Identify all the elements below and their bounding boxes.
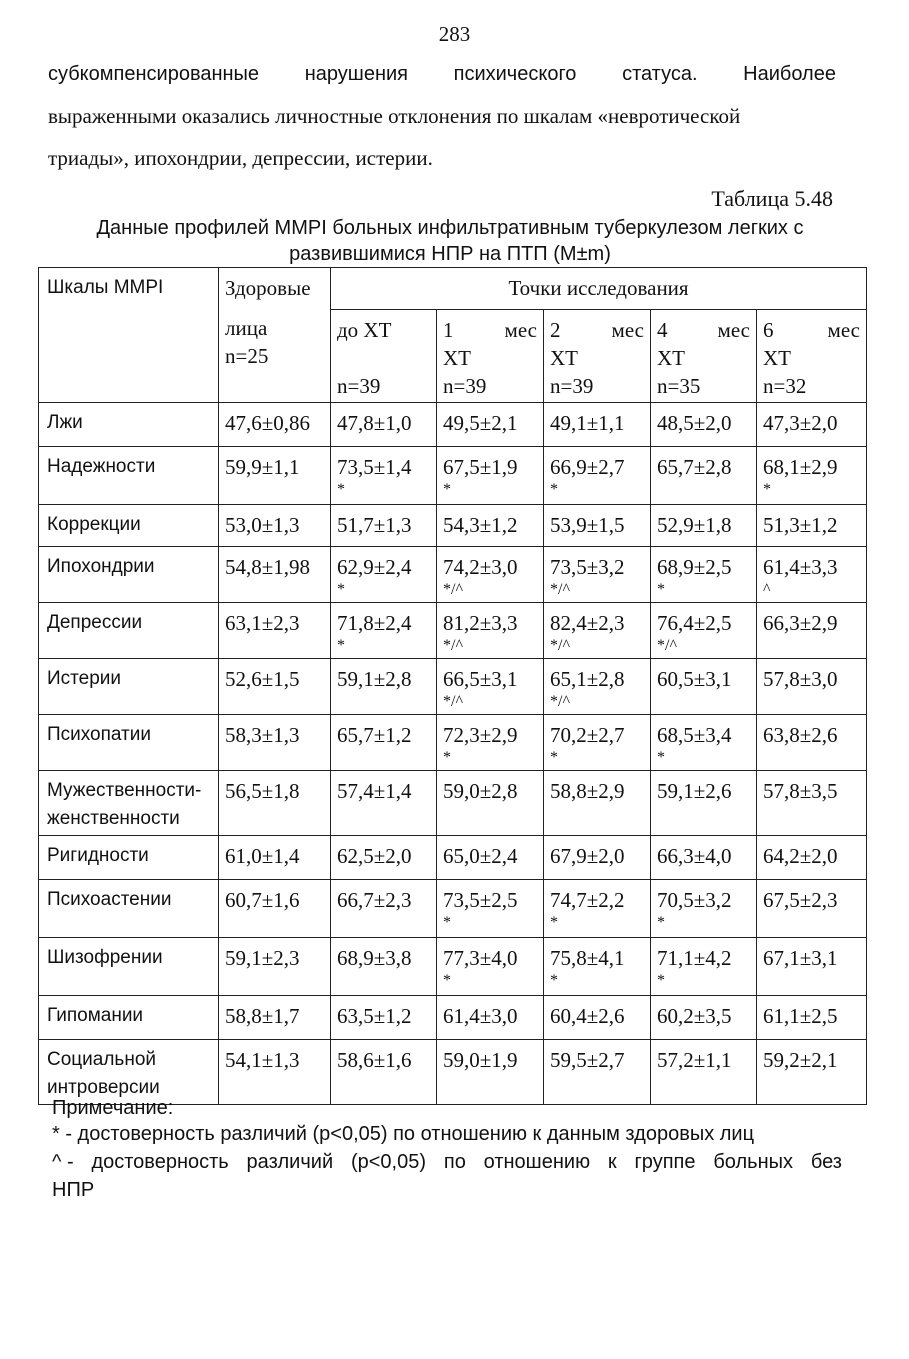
row-value-cell — [544, 505, 651, 547]
row-value-cell — [757, 403, 867, 447]
table-row — [39, 715, 867, 771]
paragraph-word: психического — [453, 63, 577, 85]
row-healthy-value: 63,1±2,3 — [219, 603, 331, 659]
notes-title: Примечание: — [52, 1097, 174, 1119]
row-value-cell — [651, 996, 757, 1040]
row-healthy-value: 58,3±1,3 — [219, 715, 331, 771]
header-points: Точки исследования — [331, 268, 867, 310]
header-point-label: 1 — [443, 318, 454, 342]
header-point-label: 6 — [763, 318, 774, 342]
table-row — [39, 547, 867, 603]
row-value-cell — [437, 505, 544, 547]
note-word: различий — [246, 1151, 334, 1173]
row-scale-label: Ригидности — [47, 845, 149, 866]
note-word: к — [607, 1151, 617, 1173]
row-value: 58,6±1,6 — [337, 1048, 412, 1072]
header-point-unit: мес — [827, 318, 861, 342]
table-row — [39, 603, 867, 659]
row-value: 59,5±2,7 — [550, 1048, 625, 1072]
row-value: 57,2±1,1 — [657, 1048, 732, 1072]
paragraph-line-1 — [48, 60, 836, 88]
note-caret — [52, 1148, 842, 1176]
row-healthy-value: 61,0±1,4 — [219, 836, 331, 880]
row-healthy-value: 56,5±1,8 — [219, 771, 331, 836]
row-healthy-value: 52,6±1,5 — [219, 659, 331, 715]
row-value: 66,3±2,9 — [763, 611, 838, 635]
row-scale — [39, 715, 219, 771]
row-value: 58,8±2,9 — [550, 779, 625, 803]
row-value: 74,7±2,2 — [550, 888, 625, 912]
row-scale — [39, 771, 219, 836]
row-scale-label: Психоастении — [47, 889, 172, 910]
row-value: 57,4±1,4 — [337, 779, 412, 803]
note-word: по — [443, 1151, 466, 1173]
row-value: 75,8±4,1 — [550, 946, 625, 970]
header-point-n: n=39 — [550, 374, 594, 398]
significance-mark: * — [443, 749, 451, 766]
row-value: 47,8±1,0 — [337, 411, 412, 435]
row-value-cell — [331, 938, 437, 996]
row-value-cell — [331, 447, 437, 505]
significance-mark: */^ — [443, 637, 463, 654]
row-value: 76,4±2,5 — [657, 611, 732, 635]
row-value: 61,4±3,3 — [763, 555, 838, 579]
row-value: 48,5±2,0 — [657, 411, 732, 435]
row-value: 59,2±2,1 — [763, 1048, 838, 1072]
note-word: больных — [713, 1151, 793, 1173]
row-value: 67,5±1,9 — [443, 455, 518, 479]
row-value-cell — [544, 715, 651, 771]
row-scale-label: Шизофрении — [47, 947, 163, 968]
row-value-cell — [544, 659, 651, 715]
significance-mark: * — [337, 637, 345, 654]
row-value-cell — [651, 715, 757, 771]
header-point-2 — [544, 310, 651, 403]
paragraph-word: субкомпенсированные — [48, 63, 260, 85]
row-value: 61,4±3,0 — [443, 1004, 518, 1028]
row-value-cell — [757, 996, 867, 1040]
row-value-cell — [437, 403, 544, 447]
row-scale-label: Ипохондрии — [47, 556, 155, 577]
note-star: * - достоверность различий (p<0,05) по отношению к данным здоровых лиц — [52, 1123, 755, 1145]
row-value-cell — [331, 659, 437, 715]
row-value: 62,5±2,0 — [337, 844, 412, 868]
row-value: 63,8±2,6 — [763, 723, 838, 747]
row-value-cell — [544, 938, 651, 996]
row-value: 57,8±3,5 — [763, 779, 838, 803]
paragraph-word: нарушения — [304, 63, 408, 85]
significance-mark: * — [443, 972, 451, 989]
row-value: 51,3±1,2 — [763, 513, 838, 537]
row-value: 73,5±3,2 — [550, 555, 625, 579]
row-value: 81,2±3,3 — [443, 611, 518, 635]
row-value: 53,9±1,5 — [550, 513, 625, 537]
row-value: 63,5±1,2 — [337, 1004, 412, 1028]
row-scale-label-2: женственности — [47, 808, 180, 829]
row-value-cell — [437, 836, 544, 880]
row-scale-label: Лжи — [47, 412, 83, 433]
table-row — [39, 771, 867, 836]
row-value: 82,4±2,3 — [550, 611, 625, 635]
row-value: 59,0±2,8 — [443, 779, 518, 803]
row-value-cell — [437, 715, 544, 771]
header-point-n: n=32 — [763, 374, 807, 398]
significance-mark: */^ — [550, 581, 570, 598]
header-point-therapy: ХТ — [657, 346, 685, 370]
row-value: 52,9±1,8 — [657, 513, 732, 537]
significance-mark: ^ — [763, 581, 771, 598]
table-caption-line-1: Данные профилей MMPI больных инфильтративным туберкулезом легких с — [96, 217, 804, 239]
header-point-label: 4 — [657, 318, 668, 342]
row-value-cell — [651, 447, 757, 505]
table-row — [39, 659, 867, 715]
row-value: 68,9±2,5 — [657, 555, 732, 579]
header-point-4 — [757, 310, 867, 403]
row-value-cell — [651, 403, 757, 447]
row-value: 57,8±3,0 — [763, 667, 838, 691]
row-scale-label: Истерии — [47, 668, 122, 689]
significance-mark: * — [657, 914, 665, 931]
row-scale-label: Гипомании — [47, 1005, 144, 1026]
note-caret-end: НПР — [52, 1179, 95, 1201]
significance-mark: */^ — [657, 637, 677, 654]
row-value-cell — [544, 771, 651, 836]
row-value: 59,0±1,9 — [443, 1048, 518, 1072]
row-value-cell — [757, 547, 867, 603]
row-value: 59,1±2,8 — [337, 667, 412, 691]
paragraph-word: Наиболее — [743, 63, 836, 85]
table-caption-line-2: развившимися НПР на ПТП (M±m) — [289, 243, 611, 265]
row-value-cell — [544, 603, 651, 659]
header-scale: Шкалы MMPI — [39, 268, 219, 403]
row-scale — [39, 447, 219, 505]
row-value: 67,1±3,1 — [763, 946, 838, 970]
row-value-cell — [651, 771, 757, 836]
significance-mark: * — [337, 481, 345, 498]
row-scale-label-2: интроверсии — [47, 1077, 160, 1098]
row-scale — [39, 836, 219, 880]
significance-mark: * — [657, 749, 665, 766]
table-row — [39, 403, 867, 447]
row-value-cell — [757, 880, 867, 938]
row-value-cell — [757, 659, 867, 715]
row-value-cell — [437, 771, 544, 836]
significance-mark: * — [443, 481, 451, 498]
header-point-unit: мес — [611, 318, 644, 342]
row-value-cell — [757, 836, 867, 880]
significance-mark: * — [763, 481, 771, 498]
row-scale — [39, 996, 219, 1040]
paragraph-word: статуса. — [622, 63, 698, 85]
note-word: ^ - — [52, 1151, 74, 1173]
row-value-cell — [331, 836, 437, 880]
row-value-cell — [757, 715, 867, 771]
row-value-cell — [437, 547, 544, 603]
significance-mark: * — [550, 972, 558, 989]
note-word: без — [810, 1151, 842, 1173]
row-value: 73,5±1,4 — [337, 455, 412, 479]
row-value: 51,7±1,3 — [337, 513, 412, 537]
paragraph-line-3: триады», ипохондрии, депрессии, истерии. — [48, 146, 433, 170]
row-value: 68,5±3,4 — [657, 723, 732, 747]
table-row — [39, 836, 867, 880]
row-scale — [39, 505, 219, 547]
row-value: 61,1±2,5 — [763, 1004, 838, 1028]
row-value: 66,9±2,7 — [550, 455, 625, 479]
row-value-cell — [437, 447, 544, 505]
row-value: 77,3±4,0 — [443, 946, 518, 970]
table-row — [39, 447, 867, 505]
significance-mark: * — [550, 749, 558, 766]
row-healthy-value: 54,8±1,98 — [219, 547, 331, 603]
table-row — [39, 938, 867, 996]
header-point-3 — [651, 310, 757, 403]
row-value: 71,8±2,4 — [337, 611, 412, 635]
significance-mark: * — [337, 581, 345, 598]
row-value: 72,3±2,9 — [443, 723, 518, 747]
row-value: 68,1±2,9 — [763, 455, 838, 479]
row-scale-label: Социальной — [47, 1049, 157, 1070]
row-scale-label: Психопатии — [47, 724, 151, 745]
header-point-n: n=39 — [337, 374, 381, 398]
row-value: 60,5±3,1 — [657, 667, 732, 691]
header-point-therapy: ХТ — [443, 346, 471, 370]
row-scale — [39, 403, 219, 447]
note-word: (p<0,05) — [350, 1151, 427, 1173]
header-point-0 — [331, 310, 437, 403]
row-healthy-value: 59,1±2,3 — [219, 938, 331, 996]
row-value-cell — [331, 715, 437, 771]
row-value: 67,9±2,0 — [550, 844, 625, 868]
row-value: 70,2±2,7 — [550, 723, 625, 747]
row-healthy-value: 60,7±1,6 — [219, 880, 331, 938]
row-value-cell — [331, 505, 437, 547]
row-value: 49,5±2,1 — [443, 411, 518, 435]
row-value: 64,2±2,0 — [763, 844, 838, 868]
note-word: отношению — [483, 1151, 591, 1173]
row-scale — [39, 603, 219, 659]
significance-mark: */^ — [550, 693, 570, 710]
row-value-cell — [757, 771, 867, 836]
row-value: 47,3±2,0 — [763, 411, 838, 435]
row-value: 60,2±3,5 — [657, 1004, 732, 1028]
paragraph-line-2: выраженными оказались личностные отклонения по шкалам «невротической — [48, 104, 741, 128]
row-value-cell — [651, 880, 757, 938]
row-healthy-value: 47,6±0,86 — [219, 403, 331, 447]
row-value-cell — [331, 880, 437, 938]
row-value-cell — [757, 447, 867, 505]
page-number: 283 — [438, 22, 471, 46]
row-scale — [39, 880, 219, 938]
row-value-cell — [757, 603, 867, 659]
row-value-cell — [651, 836, 757, 880]
table-row — [39, 880, 867, 938]
row-value: 66,3±4,0 — [657, 844, 732, 868]
row-scale-label: Надежности — [47, 456, 156, 477]
row-value: 66,5±3,1 — [443, 667, 518, 691]
note-word: достоверность — [91, 1151, 229, 1173]
row-value-cell — [437, 996, 544, 1040]
row-value-cell — [331, 547, 437, 603]
row-value-cell — [331, 403, 437, 447]
row-value-cell — [544, 996, 651, 1040]
row-value-cell — [331, 996, 437, 1040]
row-value: 54,3±1,2 — [443, 513, 518, 537]
significance-mark: * — [657, 972, 665, 989]
header-point-1 — [437, 310, 544, 403]
significance-mark: * — [550, 481, 558, 498]
row-healthy-value: 53,0±1,3 — [219, 505, 331, 547]
row-value-cell — [651, 603, 757, 659]
row-value-cell — [651, 659, 757, 715]
header-point-therapy: ХТ — [550, 346, 578, 370]
significance-mark: * — [550, 914, 558, 931]
row-value: 65,0±2,4 — [443, 844, 518, 868]
mmpi-table — [38, 267, 867, 1105]
row-value-cell — [331, 771, 437, 836]
row-value: 66,7±2,3 — [337, 888, 412, 912]
row-value: 71,1±4,2 — [657, 946, 732, 970]
row-value-cell — [437, 938, 544, 996]
header-point-unit: мес — [504, 318, 537, 342]
row-value-cell — [544, 403, 651, 447]
row-value: 70,5±3,2 — [657, 888, 732, 912]
header-point-therapy — [337, 344, 430, 372]
header-point-unit: мес — [717, 318, 750, 342]
row-value: 65,7±2,8 — [657, 455, 732, 479]
row-value-cell — [651, 938, 757, 996]
row-value-cell — [437, 603, 544, 659]
row-value-cell — [544, 880, 651, 938]
row-value: 59,1±2,6 — [657, 779, 732, 803]
row-value-cell — [544, 447, 651, 505]
row-scale — [39, 659, 219, 715]
row-value: 65,7±1,2 — [337, 723, 412, 747]
row-scale-label: Коррекции — [47, 514, 141, 535]
header-point-label: до ХТ — [337, 318, 392, 342]
row-value: 67,5±2,3 — [763, 888, 838, 912]
header-healthy: Здоровые лица n=25 — [219, 268, 331, 403]
row-value-cell — [757, 938, 867, 996]
row-value-cell — [331, 603, 437, 659]
row-value: 73,5±2,5 — [443, 888, 518, 912]
significance-mark: * — [657, 581, 665, 598]
row-value-cell — [544, 547, 651, 603]
row-value: 65,1±2,8 — [550, 667, 625, 691]
row-value-cell — [437, 659, 544, 715]
table-row — [39, 505, 867, 547]
row-healthy-value: 59,9±1,1 — [219, 447, 331, 505]
row-value: 68,9±3,8 — [337, 946, 412, 970]
row-scale — [39, 938, 219, 996]
note-word: группе — [634, 1151, 696, 1173]
significance-mark: * — [443, 914, 451, 931]
header-point-n: n=39 — [443, 374, 487, 398]
significance-mark: */^ — [443, 581, 463, 598]
row-value-cell — [651, 505, 757, 547]
row-value: 60,4±2,6 — [550, 1004, 625, 1028]
row-scale — [39, 547, 219, 603]
significance-mark: */^ — [443, 693, 463, 710]
row-scale-label: Мужественности- — [47, 780, 202, 801]
row-value-cell — [757, 505, 867, 547]
row-value-cell — [544, 836, 651, 880]
header-point-therapy: ХТ — [763, 346, 791, 370]
table-label: Таблица 5.48 — [711, 186, 833, 211]
row-value-cell — [651, 547, 757, 603]
header-point-label: 2 — [550, 318, 561, 342]
row-value: 74,2±3,0 — [443, 555, 518, 579]
row-healthy-value: 58,8±1,7 — [219, 996, 331, 1040]
row-healthy-value: 54,1±1,3 — [219, 1040, 331, 1105]
header-point-n: n=35 — [657, 374, 701, 398]
significance-mark: */^ — [550, 637, 570, 654]
table-row — [39, 996, 867, 1040]
row-scale-label: Депрессии — [47, 612, 143, 633]
row-value: 49,1±1,1 — [550, 411, 625, 435]
row-value-cell — [437, 880, 544, 938]
row-value: 62,9±2,4 — [337, 555, 412, 579]
